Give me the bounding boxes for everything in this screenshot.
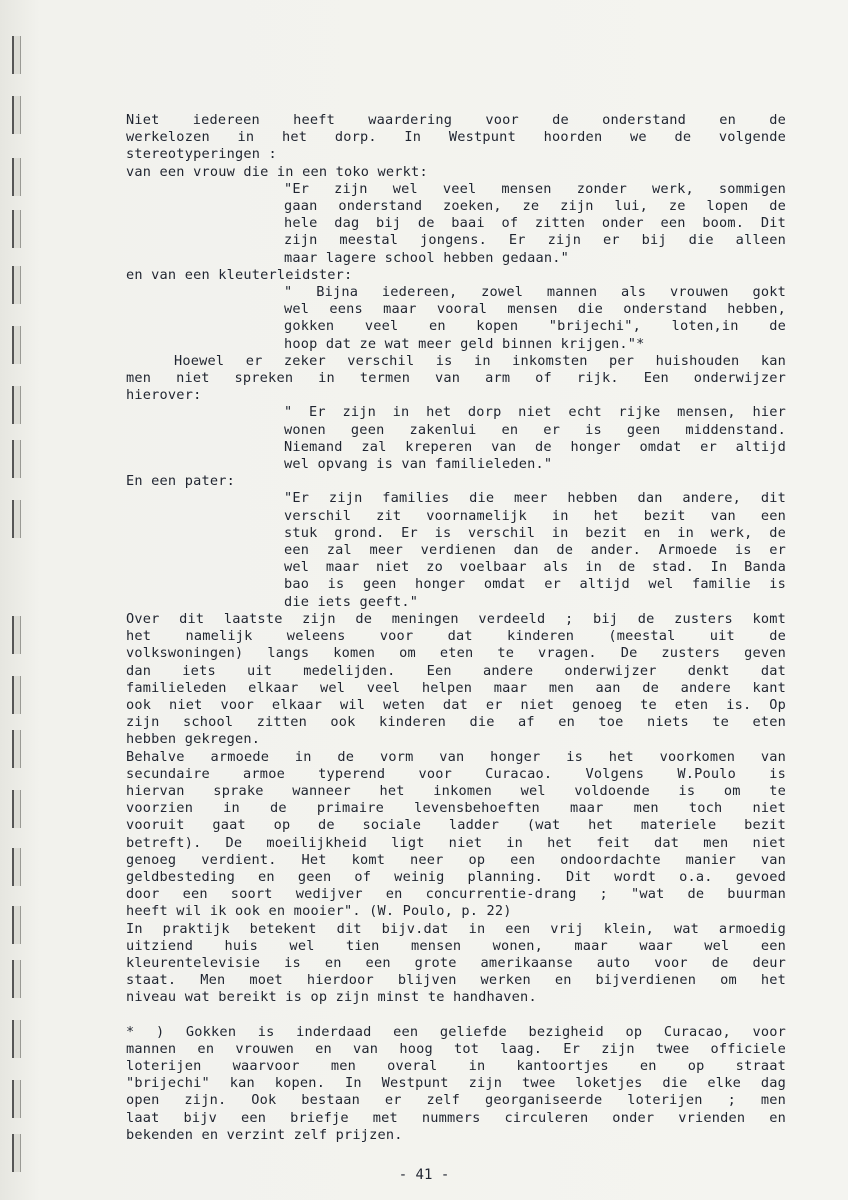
- quote-intro-kleuterleidster: en van een kleuterleidster:: [126, 266, 353, 283]
- binding-hole: [12, 1080, 21, 1118]
- text-line: wel maar niet zo voelbaar als in de stad. In Banda: [284, 559, 786, 576]
- text-line: hebben gekregen.: [126, 731, 261, 748]
- text-line: Over dit laatste zijn de meningen verdeeld ; bij de zusters komt: [126, 610, 786, 627]
- text-line: van een vrouw die in een toko werkt:: [126, 163, 428, 180]
- text-line: secundaire armoe typerend voor Curacao. Volgens W.Poulo is: [126, 765, 786, 782]
- quote-intro-pater: En een pater:: [126, 473, 235, 490]
- paragraph-behalve: [126, 749, 786, 921]
- text-line: " Er zijn in het dorp niet echt rijke mensen, hier: [284, 404, 786, 421]
- text-line: Behalve armoede in de vorm van honger is het voorkomen van: [126, 748, 786, 765]
- text-line: kleurentelevisie is en een grote amerikaanse auto voor de deur: [126, 954, 786, 971]
- text-line: het namelijk weleens voor dat kinderen (meestal uit de: [126, 628, 786, 645]
- binding-holes: [12, 30, 28, 1170]
- text-line: dan iets uit medelijden. Een andere onderwijzer denkt dat: [126, 662, 786, 679]
- text-line: bao is geen honger omdat er altijd wel familie is: [284, 576, 786, 593]
- binding-hole: [12, 790, 21, 828]
- text-line: "Er zijn families die meer hebben dan andere, dit: [284, 490, 786, 507]
- text-line: zijn meestal jongens. Er zijn er bij die alleen: [284, 232, 786, 249]
- text-line: Niemand zal kreperen van de honger omdat er altijd: [284, 438, 786, 455]
- quote-shopkeeper: [126, 181, 786, 267]
- text-line: loterijen waarvoor men overal in kantoortjes en op straat: [126, 1057, 786, 1074]
- paragraph-praktijk: [126, 921, 786, 1007]
- text-line: ook niet voor elkaar wil weten dat er niet genoeg te eten is. Op: [126, 696, 786, 713]
- text-line: voorzien in de primaire levensbehoeften maar men toch niet: [126, 800, 786, 817]
- intro-paragraph: [126, 112, 786, 181]
- text-line: staat. Men moet hierdoor blijven werken en bijverdienen om het: [126, 972, 786, 989]
- binding-hole: [12, 1020, 21, 1058]
- text-line: vooruit gaat op de sociale ladder (wat het materiele bezit: [126, 817, 786, 834]
- binding-hole: [12, 440, 21, 478]
- text-line: * ) Gokken is inderdaad een geliefde bezigheid op Curacao, voor: [126, 1023, 786, 1040]
- text-line: mannen en vrouwen en van hoog tot laag. Er zijn twee officiele: [126, 1040, 786, 1057]
- page-number: - 41 -: [398, 1167, 450, 1183]
- quote-pater: [126, 490, 786, 610]
- text-line: Hoewel er zeker verschil is in inkomsten per huishouden kan: [174, 352, 786, 369]
- binding-hole: [12, 960, 21, 998]
- paragraph-hoewel: [126, 353, 786, 405]
- text-line: verschil zit voornamelijk in het bezit van een: [284, 507, 786, 524]
- text-line: gokken veel en kopen "brijechi", loten,in de: [284, 318, 786, 335]
- text-line: stereotyperingen :: [126, 146, 277, 163]
- text-line: zijn school zitten ook kinderen die af en toe niets te eten: [126, 714, 786, 731]
- text-line: wel opvang is van familieleden.": [284, 456, 553, 473]
- binding-hole: [12, 616, 21, 654]
- text-line: In praktijk betekent dit bijv.dat in een vrij klein, wat armoedig: [126, 920, 786, 937]
- text-line: gaan onderstand zoeken, ze zijn lui, ze lopen de: [284, 198, 786, 215]
- binding-hole: [12, 906, 21, 944]
- text-line: volkswoningen) langs komen om eten te vragen. De zusters geven: [126, 645, 786, 662]
- binding-hole: [12, 36, 21, 74]
- text-line: genoeg verdient. Het komt neer op een ondoordachte manier van: [126, 851, 786, 868]
- text-line: een zal meer verdienen dan de ander. Armoede is er: [284, 542, 786, 559]
- binding-hole: [12, 158, 21, 196]
- text-line: wonen geen zakenlui en er is geen middenstand.: [284, 421, 786, 438]
- binding-hole: [12, 676, 21, 714]
- text-line: hiervan sprake wanneer het inkomen wel voldoende is om te: [126, 782, 786, 799]
- binding-hole: [12, 500, 21, 538]
- binding-hole: [12, 730, 21, 768]
- text-line: bekenden en verzint zelf prijzen.: [126, 1126, 403, 1143]
- spacer: [126, 1007, 786, 1024]
- paragraph-over: [126, 611, 786, 749]
- text-line: werkelozen in het dorp. In Westpunt hoorden we de volgende: [126, 129, 786, 146]
- text-line: hierover:: [126, 387, 202, 404]
- text-line: wel eens maar vooral mensen die onderstand hebben,: [284, 301, 786, 318]
- text-line: hoop dat ze wat meer geld binnen krijgen."*: [284, 335, 645, 352]
- text-line: heeft wil ik ook en mooier". (W. Poulo, p. 22): [126, 903, 512, 920]
- text-line: geldbesteding en geen of weinig planning. Dit wordt o.a. gevoed: [126, 868, 786, 885]
- text-line: betreft). De moeilijkheid ligt niet in het feit dat men niet: [126, 834, 786, 851]
- text-line: Niet iedereen heeft waardering voor de onderstand en de: [126, 112, 786, 128]
- quote-onderwijzer: [126, 404, 786, 473]
- text-line: "brijechi" kan kopen. In Westpunt zijn twee loketjes die elke dag: [126, 1075, 786, 1092]
- text-line: maar lagere school hebben gedaan.": [284, 249, 570, 266]
- binding-hole: [12, 848, 21, 886]
- text-line: die iets geeft.": [284, 593, 419, 610]
- text-line: hele dag bij de baai of zitten onder een boom. Dit: [284, 215, 786, 232]
- binding-hole: [12, 96, 21, 134]
- binding-hole: [12, 386, 21, 424]
- page-body: [126, 112, 786, 1144]
- text-line: familieleden elkaar wel veel helpen maar men aan de andere kant: [126, 679, 786, 696]
- text-line: men niet spreken in termen van arm of rijk. Een onderwijzer: [126, 370, 786, 387]
- text-line: niveau wat bereikt is op zijn minst te handhaven.: [126, 989, 537, 1006]
- quote-kleuterleidster: [126, 284, 786, 353]
- text-line: stuk grond. Er is verschil in bezit en in werk, de: [284, 524, 786, 541]
- text-line: "Er zijn wel veel mensen zonder werk, sommigen: [284, 180, 786, 197]
- text-line: laat bijv een briefje met nummers circuleren onder vrienden en: [126, 1109, 786, 1126]
- binding-hole: [12, 266, 21, 304]
- text-line: door een soort wedijver en concurrentie-drang ; "wat de buurman: [126, 886, 786, 903]
- text-line: open zijn. Ook bestaan er zelf georganiseerde loterijen ; men: [126, 1092, 786, 1109]
- text-line: uitziend huis wel tien mensen wonen, maar waar wel een: [126, 937, 786, 954]
- text-line: " Bijna iedereen, zowel mannen als vrouwen gokt: [284, 284, 786, 301]
- footnote: [126, 1024, 786, 1144]
- binding-hole: [12, 326, 21, 364]
- binding-hole: [12, 210, 21, 248]
